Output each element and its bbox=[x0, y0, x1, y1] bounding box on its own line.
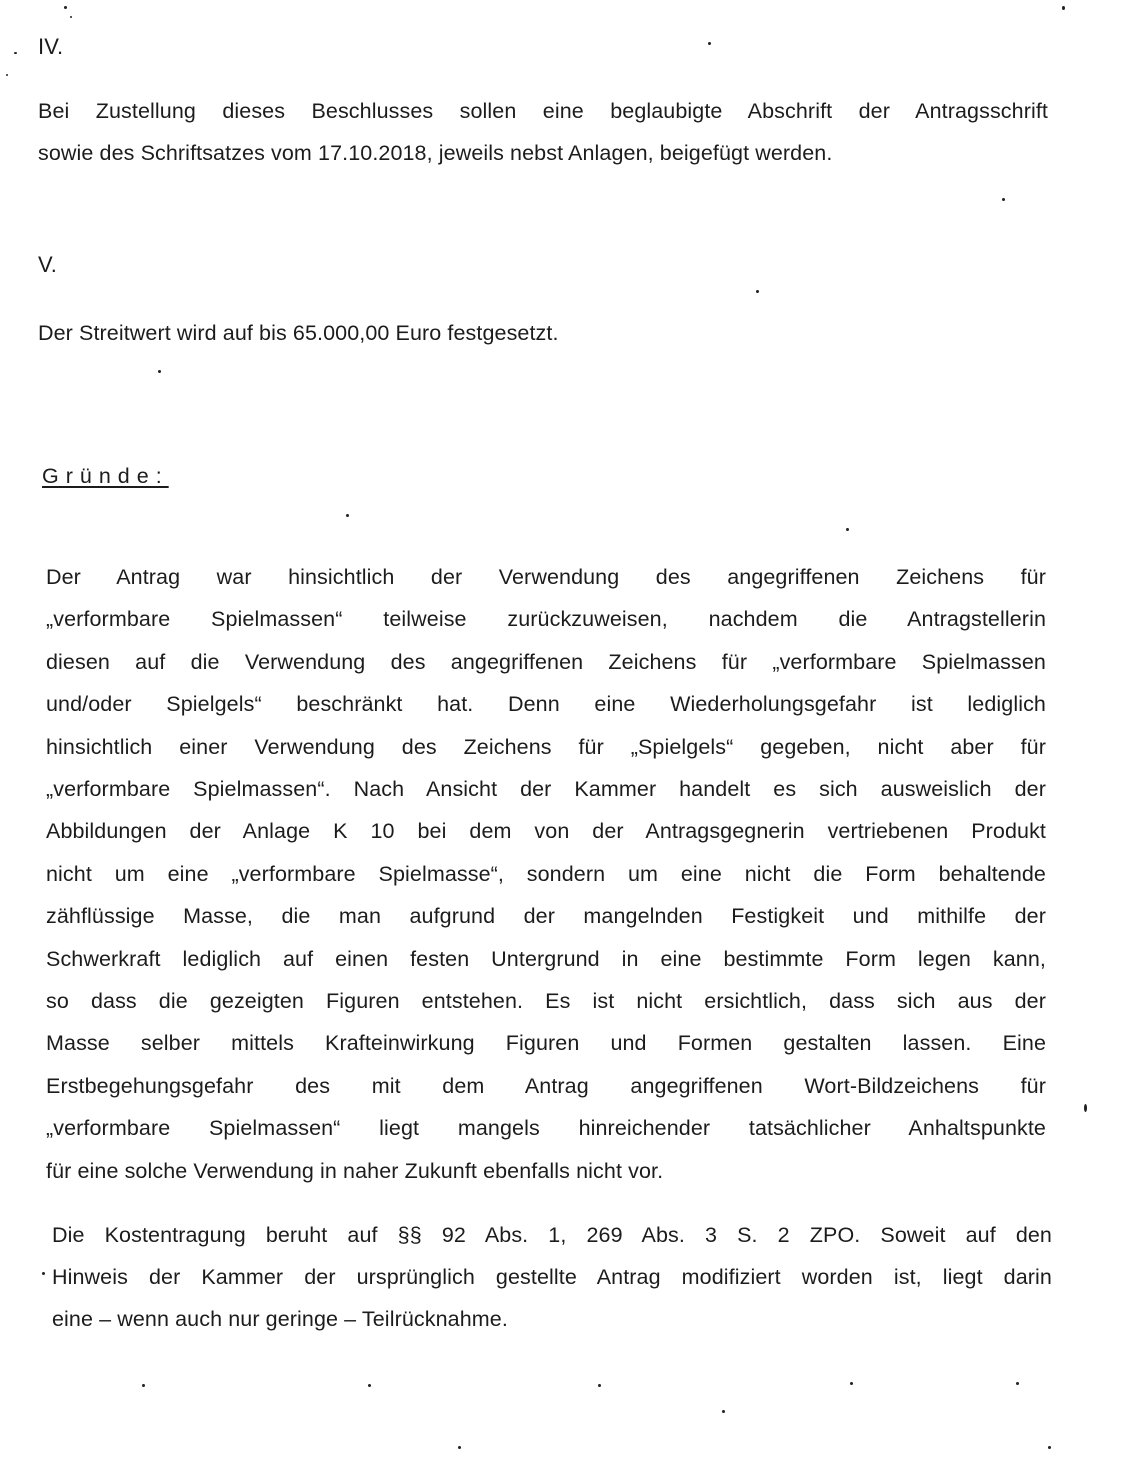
scan-speck bbox=[1062, 6, 1065, 10]
scan-speck bbox=[158, 370, 161, 373]
scan-speck bbox=[14, 52, 17, 54]
section-v-heading: V. bbox=[38, 252, 57, 277]
text-line: zähflüssige Masse, die man aufgrund der mangelnden Festigkeit und mithilfe der bbox=[46, 904, 1046, 929]
text-line: sowie des Schriftsatzes vom 17.10.2018, jeweils nebst Anlagen, beigefügt werden. bbox=[38, 141, 833, 165]
text-line: eine – wenn auch nur geringe – Teilrücknahme. bbox=[52, 1307, 508, 1331]
scan-speck bbox=[1048, 1446, 1051, 1449]
section-iv-text bbox=[38, 90, 1048, 174]
text-line: so dass die gezeigten Figuren entstehen. Es ist nicht ersichtlich, dass sich aus der bbox=[46, 989, 1046, 1014]
text-line: „verformbare Spielmassen“ teilweise zurückzuweisen, nachdem die Antragstellerin bbox=[46, 607, 1046, 632]
scan-speck bbox=[1002, 198, 1005, 201]
text-line: „verformbare Spielmassen“ liegt mangels hinreichender tatsächlicher Anhaltspunkte bbox=[46, 1116, 1046, 1141]
scan-speck bbox=[1016, 1382, 1019, 1385]
section-iv-heading: IV. bbox=[38, 34, 64, 59]
scan-speck bbox=[598, 1384, 601, 1387]
text-line: Abbildungen der Anlage K 10 bei dem von der Antragsgegnerin vertriebenen Produkt bbox=[46, 819, 1046, 844]
text-line: für eine solche Verwendung in naher Zukunft ebenfalls nicht vor. bbox=[46, 1158, 664, 1183]
text-line: Masse selber mittels Krafteinwirkung Figuren und Formen gestalten lassen. Eine bbox=[46, 1031, 1046, 1056]
text-line: Erstbegehungsgefahr des mit dem Antrag angegriffenen Wort-Bildzeichens für bbox=[46, 1073, 1046, 1098]
scan-speck bbox=[346, 514, 349, 517]
text-line: Hinweis der Kammer der ursprünglich gestellte Antrag modifiziert worden ist, liegt darin bbox=[52, 1265, 1052, 1289]
text-line: nicht um eine „verformbare Spielmasse“, sondern um eine nicht die Form behaltende bbox=[46, 861, 1046, 886]
scan-speck bbox=[722, 1410, 725, 1413]
text-line: hinsichtlich einer Verwendung des Zeichens für „Spielgels“ gegeben, nicht aber für bbox=[46, 734, 1046, 759]
gruende-paragraph-2 bbox=[52, 1214, 1052, 1340]
scan-speck bbox=[708, 42, 711, 45]
text-line: Die Kostentragung beruht auf §§ 92 Abs. 1, 269 Abs. 3 S. 2 ZPO. Soweit auf den bbox=[52, 1223, 1052, 1247]
scan-speck bbox=[368, 1384, 371, 1387]
text-line: Schwerkraft lediglich auf einen festen Untergrund in eine bestimmte Form legen kann, bbox=[46, 946, 1046, 971]
text-line: Bei Zustellung dieses Beschlusses sollen eine beglaubigte Abschrift der Antragsschrift bbox=[38, 99, 1048, 123]
text-line: und/oder Spielgels“ beschränkt hat. Denn eine Wiederholungsgefahr ist lediglich bbox=[46, 692, 1046, 717]
text-line: Der Streitwert wird auf bis 65.000,00 Euro festgesetzt. bbox=[38, 321, 559, 345]
text-line: „verformbare Spielmassen“. Nach Ansicht der Kammer handelt es sich ausweislich der bbox=[46, 777, 1046, 802]
scan-speck bbox=[42, 1272, 45, 1275]
scan-speck bbox=[70, 16, 72, 18]
text-line: Der Antrag war hinsichtlich der Verwendung des angegriffenen Zeichens für bbox=[46, 565, 1046, 589]
scan-speck bbox=[64, 6, 67, 9]
scan-speck bbox=[846, 528, 849, 531]
scan-speck bbox=[142, 1384, 145, 1387]
gruende-heading: Gründe: bbox=[42, 464, 169, 488]
scan-speck bbox=[6, 74, 8, 76]
gruende-paragraph-1 bbox=[46, 556, 1046, 1192]
scan-speck bbox=[458, 1446, 461, 1449]
scan-speck bbox=[850, 1382, 853, 1385]
scan-speck bbox=[1084, 1104, 1087, 1112]
scan-speck bbox=[756, 290, 759, 293]
text-line: diesen auf die Verwendung des angegriffenen Zeichens für „verformbare Spielmassen bbox=[46, 649, 1046, 674]
section-v-text bbox=[38, 312, 1048, 354]
